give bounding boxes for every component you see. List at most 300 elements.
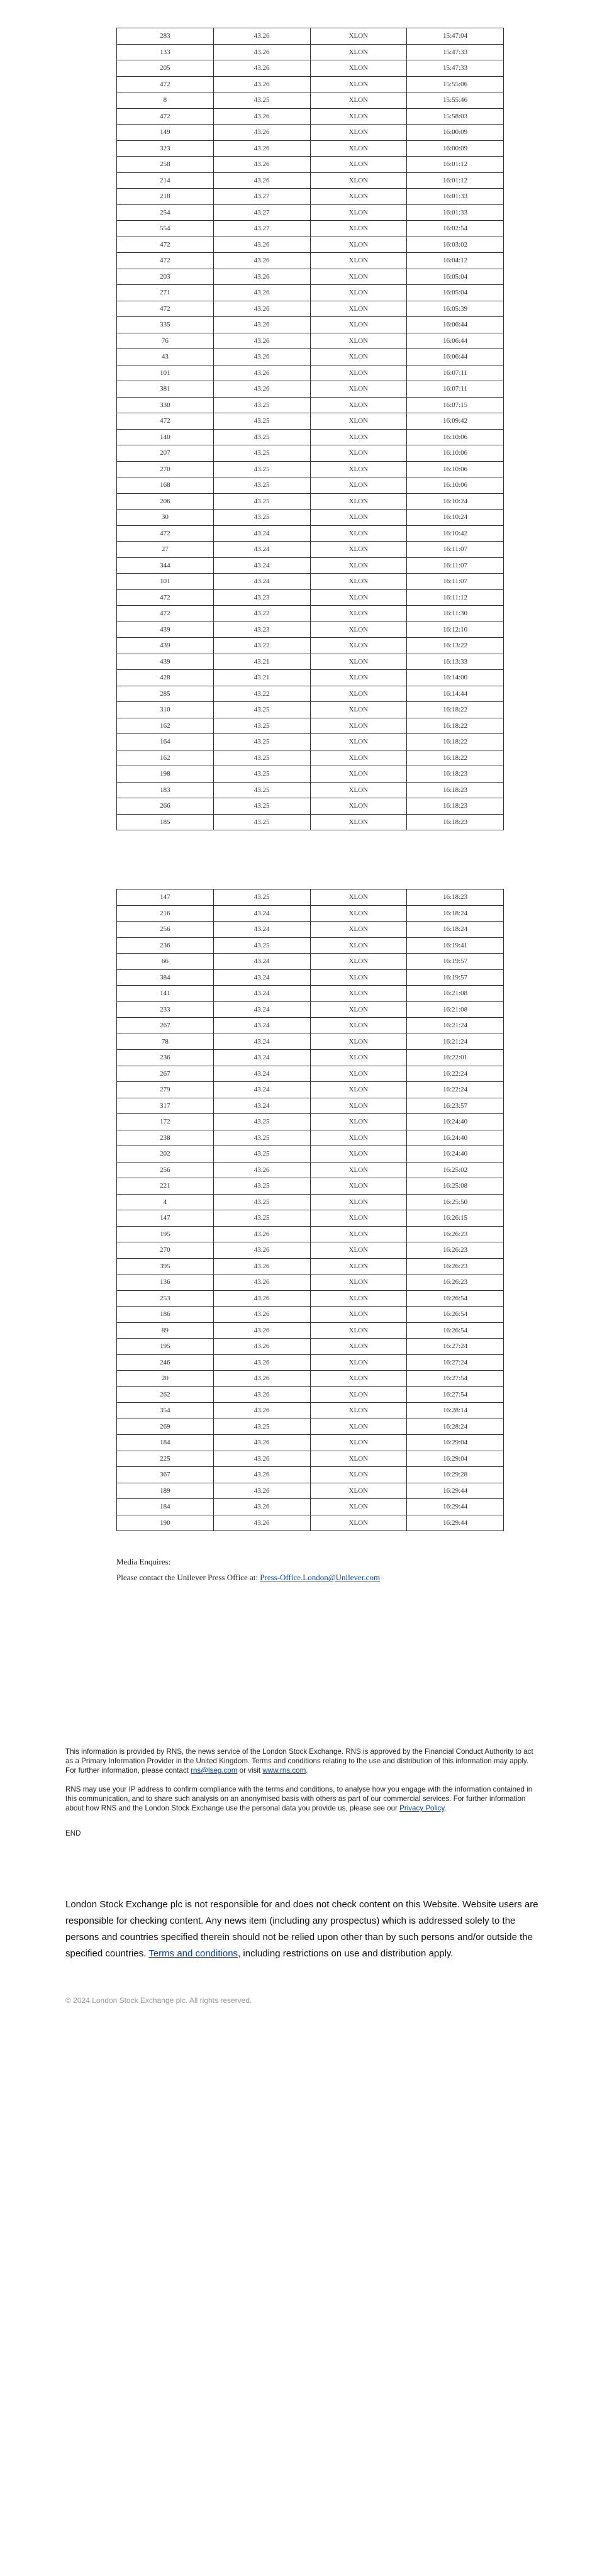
venue-cell: XLON [310,108,407,125]
volume-cell: 4 [117,1194,214,1210]
table-row [117,125,504,141]
venue-cell: XLON [310,814,407,830]
volume-cell: 141 [117,986,214,1002]
table-row [117,718,504,734]
time-cell: 16:26:23 [407,1242,504,1259]
time-cell: 16:21:24 [407,1034,504,1050]
time-cell: 16:10:06 [407,461,504,477]
price-cell: 43.25 [213,1419,310,1435]
rns-website-link[interactable]: www.rns.com [262,1766,306,1775]
venue-cell: XLON [310,365,407,381]
venue-cell: XLON [310,1339,407,1355]
venue-cell: XLON [310,1034,407,1050]
table-row [117,798,504,815]
time-cell: 16:06:44 [407,333,504,349]
table-row [117,1050,504,1066]
price-cell: 43.26 [213,1354,310,1371]
time-cell: 16:01:12 [407,157,504,173]
venue-cell: XLON [310,986,407,1002]
end-marker: END [65,1829,81,1837]
volume-cell: 472 [117,253,214,269]
volume-cell: 439 [117,654,214,670]
venue-cell: XLON [310,670,407,686]
privacy-policy-link[interactable]: Privacy Policy [399,1804,445,1812]
venue-cell: XLON [310,237,407,253]
price-cell: 43.24 [213,922,310,938]
venue-cell: XLON [310,606,407,622]
price-cell: 43.26 [213,237,310,253]
time-cell: 16:26:23 [407,1258,504,1274]
time-cell: 16:18:23 [407,889,504,906]
time-cell: 16:24:40 [407,1130,504,1146]
price-cell: 43.25 [213,889,310,906]
table-row [117,1130,504,1146]
time-cell: 16:26:54 [407,1290,504,1307]
venue-cell: XLON [310,285,407,301]
venue-cell: XLON [310,92,407,109]
table-row [117,333,504,349]
table-row [117,413,504,430]
time-cell: 16:19:57 [407,954,504,970]
table-row [117,108,504,125]
table-row [117,1322,504,1339]
table-row [117,1339,504,1355]
price-cell: 43.24 [213,1018,310,1034]
volume-cell: 162 [117,750,214,766]
price-cell: 43.24 [213,1066,310,1082]
table-row [117,253,504,269]
table-row [117,1307,504,1323]
table-row [117,889,504,906]
price-cell: 43.25 [213,798,310,815]
table-row [117,1034,504,1050]
price-cell: 43.26 [213,157,310,173]
price-cell: 43.26 [213,28,310,45]
table-row [117,429,504,445]
table-row [117,937,504,954]
price-cell: 43.26 [213,1242,310,1259]
venue-cell: XLON [310,1162,407,1178]
volume-cell: 172 [117,1114,214,1130]
price-cell: 43.21 [213,670,310,686]
volume-cell: 354 [117,1403,214,1419]
volume-cell: 101 [117,365,214,381]
volume-cell: 317 [117,1098,214,1114]
venue-cell: XLON [310,905,407,922]
table-row [117,766,504,783]
venue-cell: XLON [310,253,407,269]
time-cell: 16:10:24 [407,510,504,526]
price-cell: 43.26 [213,1162,310,1178]
volume-cell: 270 [117,1242,214,1259]
volume-cell: 253 [117,1290,214,1307]
volume-cell: 283 [117,28,214,45]
time-cell: 16:28:14 [407,1403,504,1419]
table-row [117,814,504,830]
table-row [117,574,504,590]
table-row [117,1114,504,1130]
time-cell: 16:18:22 [407,750,504,766]
venue-cell: XLON [310,1178,407,1195]
volume-cell: 206 [117,493,214,510]
volume-cell: 256 [117,1162,214,1178]
time-cell: 16:21:24 [407,1018,504,1034]
price-cell: 43.27 [213,221,310,237]
table-row [117,622,504,638]
price-cell: 43.24 [213,542,310,558]
table-row [117,782,504,798]
time-cell: 16:09:42 [407,413,504,430]
venue-cell: XLON [310,542,407,558]
time-cell: 16:11:07 [407,557,504,574]
time-cell: 16:02:54 [407,221,504,237]
venue-cell: XLON [310,397,407,413]
volume-cell: 330 [117,397,214,413]
transactions-table-1 [116,28,504,830]
volume-cell: 136 [117,1274,214,1291]
price-cell: 43.26 [213,381,310,398]
price-cell: 43.25 [213,702,310,718]
time-cell: 16:11:07 [407,574,504,590]
volume-cell: 236 [117,937,214,954]
venue-cell: XLON [310,1386,407,1403]
volume-cell: 472 [117,589,214,606]
table-row [117,92,504,109]
venue-cell: XLON [310,172,407,189]
table-row [117,140,504,157]
volume-cell: 133 [117,44,214,60]
venue-cell: XLON [310,589,407,606]
table-row [117,1258,504,1274]
volume-cell: 344 [117,557,214,574]
price-cell: 43.25 [213,1210,310,1227]
volume-cell: 267 [117,1018,214,1034]
volume-cell: 271 [117,285,214,301]
volume-cell: 439 [117,638,214,654]
venue-cell: XLON [310,574,407,590]
time-cell: 16:18:23 [407,798,504,815]
time-cell: 16:29:44 [407,1499,504,1515]
price-cell: 43.26 [213,172,310,189]
price-cell: 43.26 [213,140,310,157]
time-cell: 16:04:12 [407,253,504,269]
price-cell: 43.27 [213,189,310,205]
venue-cell: XLON [310,750,407,766]
time-cell: 16:26:23 [407,1226,504,1242]
price-cell: 43.26 [213,60,310,77]
time-cell: 16:18:24 [407,905,504,922]
time-cell: 16:24:40 [407,1146,504,1163]
table-row [117,317,504,333]
table-row [117,670,504,686]
price-cell: 43.26 [213,1290,310,1307]
price-cell: 43.26 [213,76,310,92]
time-cell: 16:07:15 [407,397,504,413]
price-cell: 43.24 [213,969,310,986]
venue-cell: XLON [310,1467,407,1483]
time-cell: 16:11:30 [407,606,504,622]
time-cell: 16:22:24 [407,1082,504,1098]
venue-cell: XLON [310,493,407,510]
volume-cell: 367 [117,1467,214,1483]
table-row [117,76,504,92]
price-cell: 43.25 [213,937,310,954]
volume-cell: 266 [117,798,214,815]
venue-cell: XLON [310,718,407,734]
volume-cell: 554 [117,221,214,237]
venue-cell: XLON [310,1018,407,1034]
venue-cell: XLON [310,1050,407,1066]
venue-cell: XLON [310,1515,407,1531]
price-cell: 43.25 [213,814,310,830]
price-cell: 43.26 [213,269,310,285]
volume-cell: 183 [117,782,214,798]
time-cell: 16:00:09 [407,140,504,157]
time-cell: 16:21:08 [407,986,504,1002]
time-cell: 16:25:02 [407,1162,504,1178]
venue-cell: XLON [310,1483,407,1499]
volume-cell: 76 [117,333,214,349]
volume-cell: 279 [117,1082,214,1098]
venue-cell: XLON [310,766,407,783]
price-cell: 43.22 [213,606,310,622]
volume-cell: 140 [117,429,214,445]
time-cell: 16:27:54 [407,1371,504,1387]
price-cell: 43.25 [213,413,310,430]
price-cell: 43.26 [213,253,310,269]
venue-cell: XLON [310,798,407,815]
time-cell: 16:12:10 [407,622,504,638]
table-row [117,1467,504,1483]
volume-cell: 472 [117,108,214,125]
table-row [117,301,504,317]
price-cell: 43.25 [213,734,310,750]
venue-cell: XLON [310,1210,407,1227]
time-cell: 16:24:40 [407,1114,504,1130]
venue-cell: XLON [310,413,407,430]
table-row [117,349,504,365]
time-cell: 16:26:54 [407,1307,504,1323]
volume-cell: 147 [117,889,214,906]
time-cell: 16:27:24 [407,1339,504,1355]
table-row [117,221,504,237]
table-row [117,542,504,558]
venue-cell: XLON [310,125,407,141]
volume-cell: 472 [117,301,214,317]
price-cell: 43.26 [213,1403,310,1419]
volume-cell: 30 [117,510,214,526]
volume-cell: 395 [117,1258,214,1274]
volume-cell: 195 [117,1226,214,1242]
volume-cell: 323 [117,140,214,157]
volume-cell: 168 [117,477,214,494]
table-row [117,285,504,301]
time-cell: 15:58:03 [407,108,504,125]
table-row [117,1483,504,1499]
time-cell: 16:07:11 [407,365,504,381]
time-cell: 16:19:57 [407,969,504,986]
price-cell: 43.24 [213,1001,310,1018]
table-row [117,397,504,413]
price-cell: 43.25 [213,782,310,798]
terms-and-conditions-link[interactable]: Terms and conditions [148,1948,238,1959]
venue-cell: XLON [310,525,407,542]
table-row [117,1162,504,1178]
venue-cell: XLON [310,1403,407,1419]
venue-cell: XLON [310,381,407,398]
table-row [117,269,504,285]
volume-cell: 238 [117,1130,214,1146]
table-row [117,461,504,477]
time-cell: 15:47:04 [407,28,504,45]
volume-cell: 43 [117,349,214,365]
venue-cell: XLON [310,1194,407,1210]
table-row [117,172,504,189]
volume-cell: 233 [117,1001,214,1018]
price-cell: 43.26 [213,1322,310,1339]
venue-cell: XLON [310,1451,407,1467]
volume-cell: 202 [117,1146,214,1163]
time-cell: 16:18:22 [407,718,504,734]
venue-cell: XLON [310,140,407,157]
table-row [117,954,504,970]
time-cell: 16:26:54 [407,1322,504,1339]
table-row [117,557,504,574]
time-cell: 16:01:33 [407,189,504,205]
volume-cell: 269 [117,1419,214,1435]
volume-cell: 20 [117,1371,214,1387]
table-row [117,189,504,205]
copyright: © 2024 London Stock Exchange plc. All rights reserved. [65,1996,252,2005]
venue-cell: XLON [310,937,407,954]
table-row [117,381,504,398]
volume-cell: 472 [117,237,214,253]
venue-cell: XLON [310,954,407,970]
table-row [117,1082,504,1098]
table-row [117,1178,504,1195]
venue-cell: XLON [310,204,407,221]
time-cell: 15:55:06 [407,76,504,92]
venue-cell: XLON [310,1419,407,1435]
price-cell: 43.26 [213,44,310,60]
price-cell: 43.25 [213,1146,310,1163]
volume-cell: 428 [117,670,214,686]
venue-cell: XLON [310,1114,407,1130]
table-row [117,365,504,381]
venue-cell: XLON [310,638,407,654]
time-cell: 16:26:15 [407,1210,504,1227]
price-cell: 43.27 [213,204,310,221]
time-cell: 16:29:44 [407,1515,504,1531]
table-row [117,157,504,173]
volume-cell: 225 [117,1451,214,1467]
table-row [117,1001,504,1018]
price-cell: 43.26 [213,349,310,365]
volume-cell: 78 [117,1034,214,1050]
time-cell: 16:29:04 [407,1435,504,1451]
volume-cell: 258 [117,157,214,173]
price-cell: 43.21 [213,654,310,670]
volume-cell: 262 [117,1386,214,1403]
table-row [117,1226,504,1242]
table-row [117,1386,504,1403]
table-row [117,1146,504,1163]
venue-cell: XLON [310,702,407,718]
time-cell: 16:28:24 [407,1419,504,1435]
time-cell: 16:29:44 [407,1483,504,1499]
volume-cell: 189 [117,1483,214,1499]
venue-cell: XLON [310,461,407,477]
venue-cell: XLON [310,622,407,638]
venue-cell: XLON [310,1082,407,1098]
venue-cell: XLON [310,782,407,798]
table-row [117,1435,504,1451]
price-cell: 43.26 [213,1483,310,1499]
table-row [117,445,504,462]
venue-cell: XLON [310,1146,407,1163]
table-row [117,1274,504,1291]
transactions-table-2 [116,889,504,1531]
price-cell: 43.26 [213,108,310,125]
volume-cell: 207 [117,445,214,462]
media-contact: Please contact the Unilever Press Office at: Press-Office.London@Unilever.com [116,1573,381,1582]
price-cell: 43.24 [213,557,310,574]
time-cell: 15:55:46 [407,92,504,109]
time-cell: 16:25:08 [407,1178,504,1195]
volume-cell: 267 [117,1066,214,1082]
volume-cell: 381 [117,381,214,398]
time-cell: 16:26:23 [407,1274,504,1291]
venue-cell: XLON [310,557,407,574]
press-office-email-link[interactable]: Press-Office.London@Unilever.com [260,1573,381,1582]
rns-email-link[interactable]: rns@lseg.com [191,1766,238,1775]
price-cell: 43.24 [213,986,310,1002]
venue-cell: XLON [310,734,407,750]
price-cell: 43.26 [213,125,310,141]
time-cell: 16:22:24 [407,1066,504,1082]
price-cell: 43.26 [213,333,310,349]
price-cell: 43.26 [213,1467,310,1483]
volume-cell: 89 [117,1322,214,1339]
table-row [117,28,504,45]
media-enquiries [116,1554,380,1585]
table-row [117,750,504,766]
table-row [117,493,504,510]
table-row [117,986,504,1002]
table-row [117,606,504,622]
volume-cell: 203 [117,269,214,285]
time-cell: 16:18:24 [407,922,504,938]
price-cell: 43.25 [213,493,310,510]
venue-cell: XLON [310,269,407,285]
time-cell: 16:06:44 [407,349,504,365]
volume-cell: 216 [117,905,214,922]
price-cell: 43.26 [213,1274,310,1291]
price-cell: 43.24 [213,1082,310,1098]
venue-cell: XLON [310,1274,407,1291]
price-cell: 43.25 [213,92,310,109]
venue-cell: XLON [310,28,407,45]
price-cell: 43.25 [213,766,310,783]
volume-cell: 101 [117,574,214,590]
time-cell: 16:18:23 [407,814,504,830]
price-cell: 43.25 [213,510,310,526]
table-row [117,510,504,526]
volume-cell: 310 [117,702,214,718]
venue-cell: XLON [310,429,407,445]
price-cell: 43.22 [213,638,310,654]
table-row [117,654,504,670]
